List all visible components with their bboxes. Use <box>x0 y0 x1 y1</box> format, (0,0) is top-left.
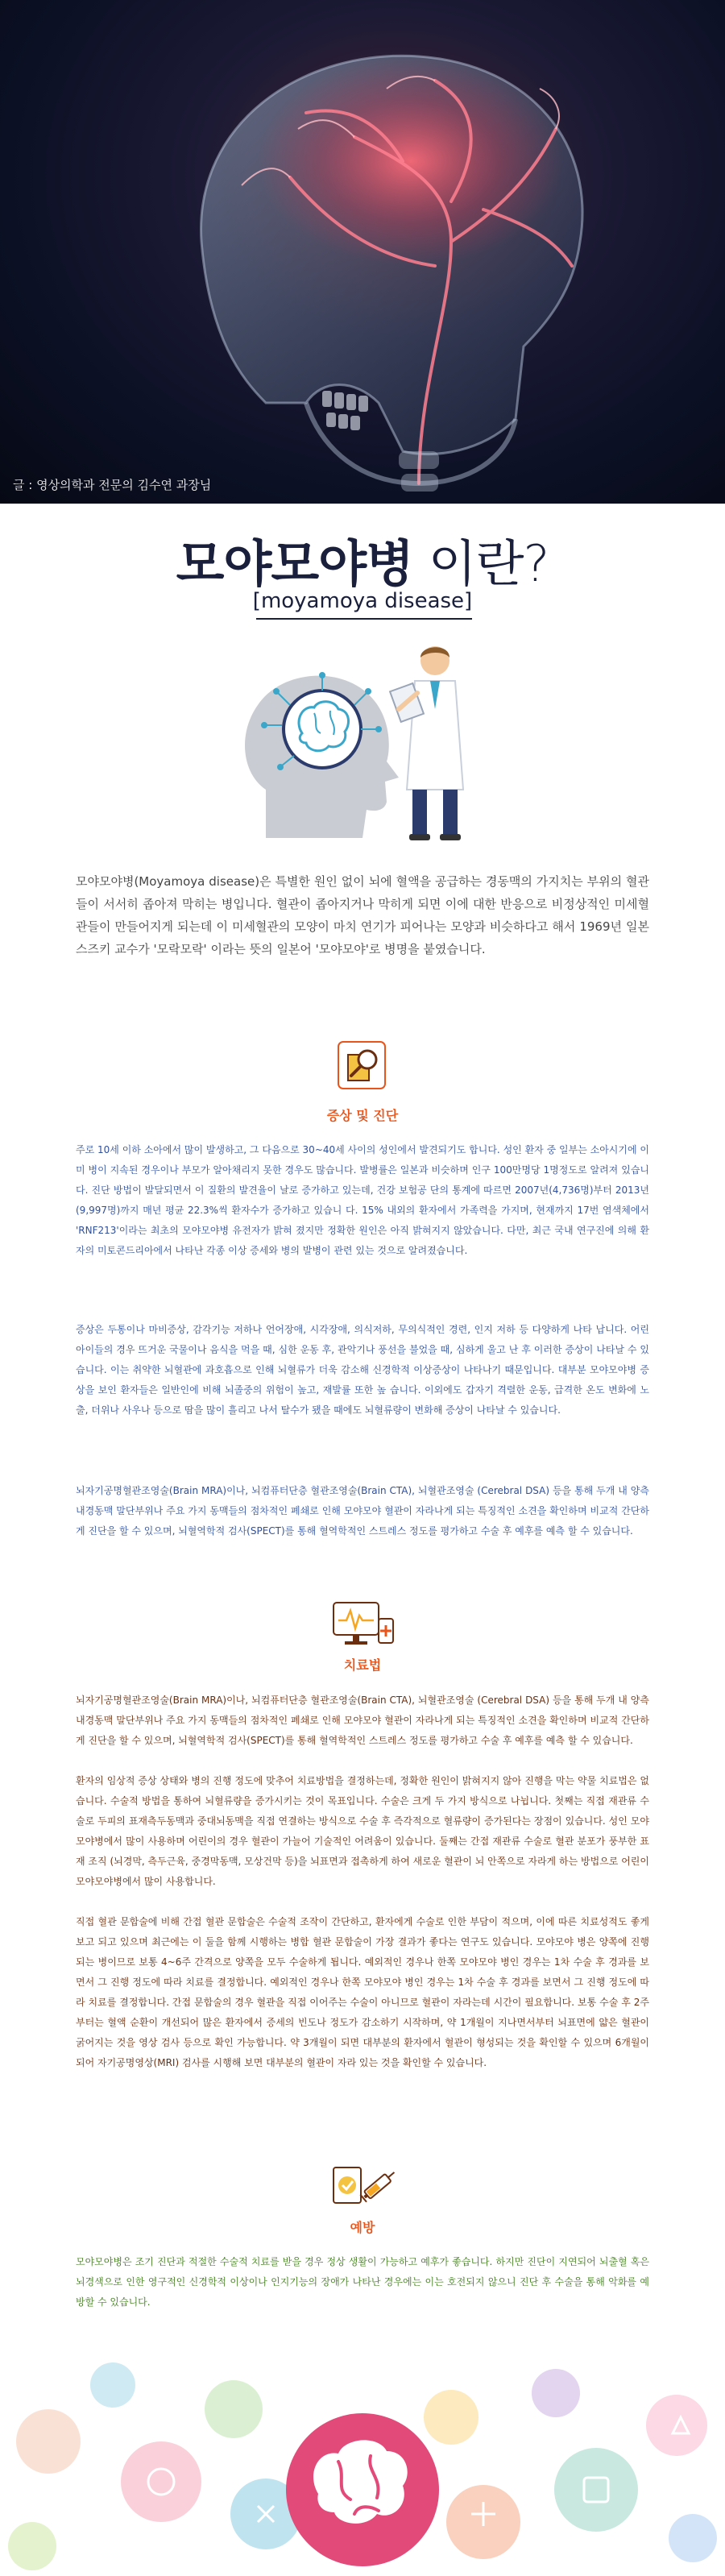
page-subtitle: [moyamoya disease] <box>252 589 473 613</box>
symptoms-paragraph-3: 뇌자기공명혈관조영술(Brain MRA)이나, 뇌컴퓨터단층 혈관조영술(Brain CTA), 뇌혈관조영술 (Cerebral DSA) 등을 통해 두개 내 양측 내경동맥 말단부위나 주요 가지 동맥들의 점차적인 폐쇄로 인해 모야모야 혈관이 자라나게 되는 특징적인 소견을 확인하며 비교적 간단하게 진단을 할 수 있으며, 뇌혈역학적 검사(SPECT)를 통해 혈역학적인 스트레스 정도를 평가하고 수술 후 예후를 예측 할 수 있습니다. <box>76 1485 649 1537</box>
author-caption: 글 : 영상의학과 전문의 김수연 과장님 <box>13 478 212 492</box>
skull-brain-illustration <box>0 0 725 504</box>
intro-paragraph: 모야모야병(Moyamoya disease)은 특별한 원인 없이 뇌에 혈액을 공급하는 경동맥의 가지치는 부위의 혈관들이 서서히 좁아져 막히는 병입니다. 혈관이 좁아지거나 막히게 되면 이에 대한 반응으로 비정상적인 미세혈관들이 만들어지게 되는데 이 미세혈관의 모양이 마치 연기가 피어나는 모양과 비슷하다고 해서 1969년 일본 스즈키 교수가 '모락모락' 이라는 뜻의 일본어 '모야모야'로 병명을 붙였습니다. <box>76 874 649 956</box>
hero-image <box>0 0 725 504</box>
symptoms-paragraph-1: 주로 10세 이하 소아에서 많이 발생하고, 그 다음으로 30~40세 사이의 성인에서 발견되기도 합니다. 성인 환자 중 일부는 소아시기에 이미 병이 지속된 경우이나 부모가 알아채리지 못한 경우도 많습니다. 발병률은 일본과 비슷하며 인구 100만명당 1명정도로 알려져 있습니다. 진단 방법이 발달되면서 이 질환의 발견율이 날로 증가하고 있는데, 건강 보험공 단의 통계에 따르면 2007년(4,736명)부터 2013년(9,997명)까지 매년 평균 22.3%씩 환자수가 증가하고 있습니 다. 15% 내외의 환자에서 가족력을 가지며, 현재까지 17번 염색체에서 'RNF213'이라는 최초의 모야모야병 유전자가 밝혀 졌지만 정확한 원인은 아직 밝혀지지 않았습니다. 다만, 최근 국내 연구진에 의해 환자의 미토콘드리아에서 나타난 각종 이상 증세와 병의 발병이 관련 있는 것으로 알려졌습니다. <box>76 1144 649 1256</box>
section-title-treatment: 치료법 <box>343 1657 382 1673</box>
subtitle-underline <box>256 618 472 620</box>
symptoms-paragraph-2: 증상은 두통이나 마비증상, 감각기능 저하나 언어장애, 시각장애, 의식저하, 무의식적인 경련, 인지 저하 등 다양하게 나타 납니다. 어린 아이들의 경우 뜨거운 국물이나 음식을 먹을 때, 심한 운동 후, 관악기나 풍선을 불었을 때, 심하게 울고 난 후 이러한 증상이 나타날 수 있습니다. 이는 취약한 뇌혈관에 과호흡으로 인해 뇌혈류가 더욱 감소해 신경학적 이상증상이 나타나기 때문입니다. 대부분 모야모야병 증상을 보인 환자들은 일반인에 비해 뇌졸중의 위험이 높고, 재발률 또한 높 습니다. 이외에도 갑자기 격렬한 운동, 급격한 온도 변화에 노출, 더위나 사우나 등으로 땀을 많이 흘리고 나서 탈수가 됐을 때에도 뇌혈류량이 변화해 증상이 나타날 수 있습니다. <box>76 1324 649 1416</box>
treatment-paragraph-3: 직접 혈관 문합술에 비해 간접 혈관 문합술은 수술적 조작이 간단하고, 환자에게 수술로 인한 부담이 적으며, 이에 따른 치료성적도 좋게 보고 되고 있으며 최근에는 이 둘을 함께 시행하는 병합 혈관 문합술이 가장 결과가 좋다는 연구도 있습니다. 모야모야 병은 양쪽에 진행되는 병이므로 보통 4~6주 간격으로 양쪽을 모두 수술하게 됩니다. 예외적인 경우나 한쪽 모야모야 병인 경우는 1차 수술 후 경과를 보면서 그 진행 정도에 따라 치료를 결정합니다. 예외적인 경우나 한쪽 모야모야 병인 경우는 1차 수술 후 경과를 보면서 그 진행 정도에 따라 치료를 결정합니다. 간접 문합술의 경우 혈관을 직접 이어주는 수술이 아니므로 혈관이 자라는데 시간이 필요합니다. 보통 수술 후 2주부터는 혈액 순환이 개선되어 많은 환자에서 증세의 빈도나 정도가 감소하기 시작하며, 약 1개월이 지나면서부터 뇌표면에 얇은 혈관이 굵어지는 것을 영상 검사 등으로 확인 가능합니다. 약 3개월이 되면 대부분의 환자에서 혈관이 형성되는 것을 확인할 수 있으며 6개월이 되어 자기공명영상(MRI) 검사를 시행해 보면 대부분의 혈관이 자라 있는 것을 확인할 수 있습니다. <box>76 1916 649 2068</box>
page-title <box>0 524 725 595</box>
treatment-paragraph-2: 환자의 임상적 증상 상태와 병의 진행 정도에 맞추어 치료방법을 결정하는데, 정확한 원인이 밝혀지지 않아 진행을 막는 약물 치료법은 없습니다. 수술적 방법을 통하여 뇌혈류량을 증가시키는 것이 목표입니다. 수술은 크게 두 가지 방식으로 나뉩니다. 첫째는 직접 재관류 수술로 두피의 표재측두동맥과 중대뇌동맥을 직접 연결하는 방식으로 수술 후 즉각적으로 혈류량이 증가된다는 장점이 있습니다. 성인 모야모야병에서 많이 사용하며 어린이의 경우 혈관이 가늘어 기술적인 어려움이 있습니다. 둘째는 간접 재관류 수술로 혈관 분포가 풍부한 표재 조직 (뇌경막, 측두근육, 중경막동맥, 모상건막 등)을 뇌표면과 접촉하게 하여 새로운 혈관이 뇌 안쪽으로 자라게 하는 방법으로 어린이 모야모야병에서 많이 사용합니다. <box>76 1775 649 1887</box>
section-title-symptoms: 증상 및 진단 <box>326 1108 399 1123</box>
doctor-brain-illustration <box>234 637 491 854</box>
magnifier-icon <box>334 1037 390 1093</box>
syringe-checklist-icon <box>329 2159 396 2211</box>
medical-monitor-icon <box>329 1599 398 1649</box>
section-title-prevention: 예방 <box>350 2220 375 2235</box>
prevention-paragraph: 모야모야병은 조기 진단과 적절한 수술적 치료를 받을 경우 정상 생활이 가능하고 예후가 좋습니다. 하지만 진단이 지연되어 뇌출혈 혹은 뇌경색으로 인한 영구적인 신경학적 이상이나 인지기능의 장애가 나타난 경우에는 이는 호전되지 않으니 진단 후 수술을 통해 악화를 예방할 수 있습니다. <box>76 2256 649 2308</box>
title-bold: 모야모야병 <box>176 534 414 593</box>
treatment-paragraph-1: 뇌자기공명혈관조영술(Brain MRA)이나, 뇌컴퓨터단층 혈관조영술(Brain CTA), 뇌혈관조영술 (Cerebral DSA) 등을 통해 두개 내 양측 내경동맥 말단부위나 주요 가지 동맥들의 점차적인 폐쇄로 인해 모야모야 혈관이 자라나게 되는 특징적인 소견을 확인하며 비교적 간단하게 진단을 할 수 있으며, 뇌혈역학적 검사(SPECT)를 통해 혈역학적인 스트레스 정도를 평가하고 수술 후 예후를 예측 할 수 있습니다. <box>76 1695 649 1746</box>
footer-decoration <box>0 2321 725 2576</box>
title-light: 이란? <box>413 534 549 593</box>
